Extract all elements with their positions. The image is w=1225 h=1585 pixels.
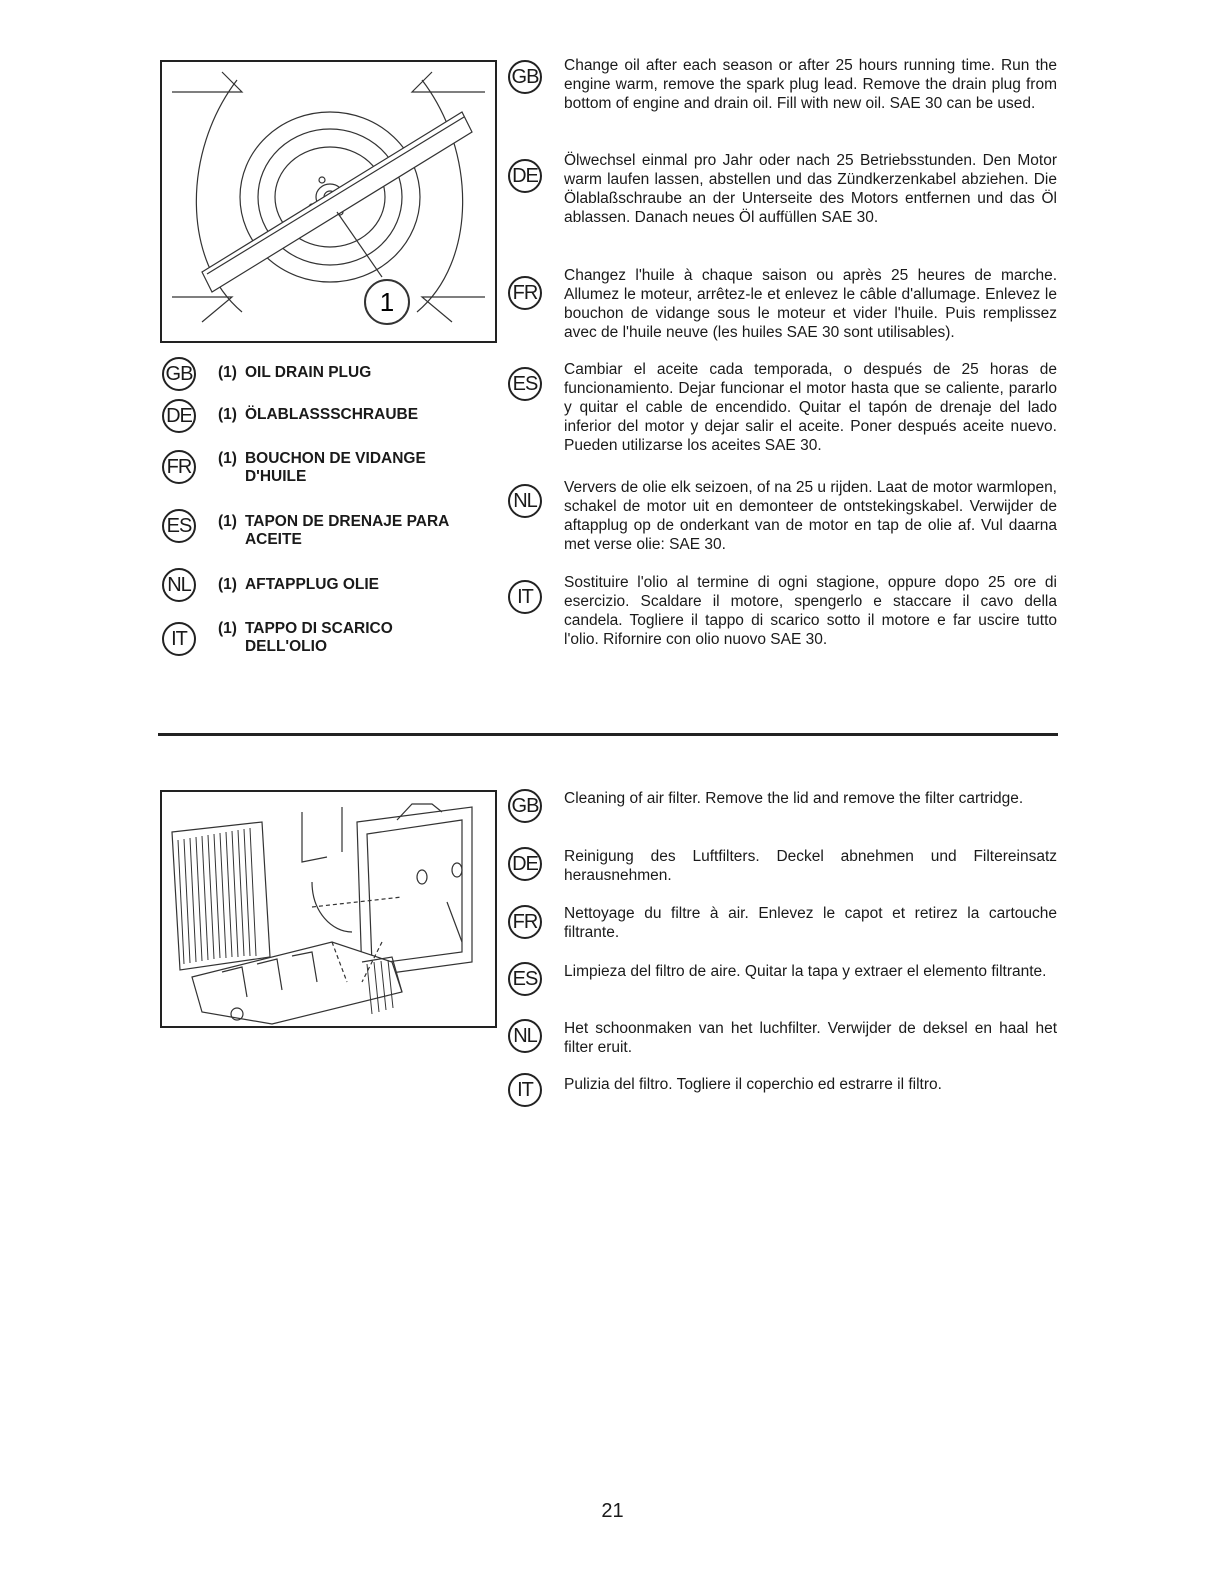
lang-badge-it: IT: [162, 622, 196, 656]
instruction-paragraph: Cleaning of air filter. Remove the lid and remove the filter cartridge.: [564, 790, 1024, 807]
section-divider: [158, 733, 1058, 736]
instruction-paragraph: Reinigung des Luftfilters. Deckel abnehmen und Filtereinsatz herausnehmen.: [564, 848, 1057, 884]
instruction-paragraph: Cambiar el aceite cada temporada, o después de 25 horas de funcionamiento. Dejar funcionar el motor hasta que se caliente, pararlo y quitar el cable de encendido. Quitar el tapón de drenaje del lado inferior del motor y dejar salir el aceite. Poner después aceite nuevo. Pueden utilizarse los aceites SAE 30.: [564, 361, 1057, 454]
lang-badge-gb: GB: [162, 357, 196, 391]
instruction-paragraph: Limpieza del filtro de aire. Quitar la tapa y extraer el elemento filtrante.: [564, 963, 1047, 980]
legend-item: [218, 364, 505, 382]
lang-badge-nl: NL: [508, 484, 542, 518]
instruction-paragraph: Ölwechsel einmal pro Jahr oder nach 25 Betriebsstunden. Den Motor warm laufen lassen, abstellen und das Zündkerzenkabel abziehen. Die Ölablaßschraube an der Unterseite des Motors entfernen und das Öl ablassen. Danach neues Öl auffüllen SAE 30.: [564, 152, 1057, 226]
legend-item: [218, 513, 495, 549]
lang-badge-nl: NL: [508, 1019, 542, 1053]
lang-badge-de: DE: [162, 399, 196, 433]
instruction-paragraph: Nettoyage du filtre à air. Enlevez le capot et retirez la cartouche filtrante.: [564, 905, 1057, 941]
legend-label: TAPPO DI SCARICO DELL'OLIO: [244, 620, 393, 655]
oil-drain-plug-illustration: [160, 60, 497, 343]
legend-item: [218, 450, 475, 486]
lang-badge-gb: GB: [508, 60, 542, 94]
lang-badge-fr: FR: [508, 905, 542, 939]
legend-label: AFTAPPLUG OLIE: [244, 576, 379, 593]
legend-label: ÖLABLASSSCHRAUBE: [244, 406, 419, 423]
lang-badge-it: IT: [508, 1073, 542, 1107]
lang-badge-fr: FR: [508, 276, 542, 310]
legend-number: (1): [218, 513, 237, 530]
legend-item: [218, 576, 505, 594]
page-number: 21: [601, 1500, 624, 1522]
legend-item: [218, 620, 445, 656]
legend-number: (1): [218, 364, 237, 381]
lang-badge-gb: GB: [508, 789, 542, 823]
legend-label: OIL DRAIN PLUG: [244, 364, 372, 381]
legend-label: TAPON DE DRENAJE PARA ACEITE: [244, 513, 449, 548]
lang-badge-de: DE: [508, 159, 542, 193]
instruction-paragraph: Het schoonmaken van het luchfilter. Verwijder de deksel en haal het filter eruit.: [564, 1020, 1057, 1056]
instruction-paragraph: Changez l'huile à chaque saison ou après 25 heures de marche. Allumez le moteur, arrêtez-le et enlevez le câble d'allumage. Enlevez le bouchon de vidange sous le moteur et vider l'huile. Puis remplissez avec de l'huile neuve (les huiles SAE 30 sont utilisables).: [564, 267, 1057, 341]
instruction-paragraph: Sostituire l'olio al termine di ogni stagione, oppure dopo 25 ore di esercizio. Scaldare il motore, spengerlo e staccare il cavo della candela. Togliere il tappo di scarico sotto il motore e far uscire tutto l'olio. Rifornire con olio nuovo SAE 30.: [564, 574, 1057, 648]
air-filter-drawing: [162, 792, 495, 1026]
legend-number: (1): [218, 576, 237, 593]
instruction-paragraph: Change oil after each season or after 25 hours running time. Run the engine warm, remove the spark plug lead. Remove the drain plug from bottom of engine and drain oil. Fill with new oil. SAE 30 can be used.: [564, 57, 1057, 112]
lang-badge-nl: NL: [162, 568, 196, 602]
legend-number: (1): [218, 450, 237, 467]
legend-number: (1): [218, 620, 237, 637]
lang-badge-it: IT: [508, 580, 542, 614]
air-filter-illustration: [160, 790, 497, 1028]
instruction-paragraph: Ververs de olie elk seizoen, of na 25 u rijden. Laat de motor warmlopen, schakel de motor uit en demonteer de ontstekingskabel. Verwijder de aftapplug op de onderkant van de motor en tap de olie af. Vul daarna met verse olie: SAE 30.: [564, 479, 1057, 553]
legend-item: [218, 406, 505, 424]
instruction-paragraph: Pulizia del filtro. Togliere il coperchio ed estrarre il filtro.: [564, 1076, 942, 1093]
lang-badge-fr: FR: [162, 450, 196, 484]
callout-number: 1: [379, 287, 395, 317]
lang-badge-de: DE: [508, 847, 542, 881]
legend-number: (1): [218, 406, 237, 423]
lang-badge-es: ES: [162, 509, 196, 543]
lang-badge-es: ES: [508, 962, 542, 996]
legend-label: BOUCHON DE VIDANGE D'HUILE: [244, 450, 426, 485]
lang-badge-es: ES: [508, 367, 542, 401]
mower-blade-drawing: [162, 62, 495, 341]
